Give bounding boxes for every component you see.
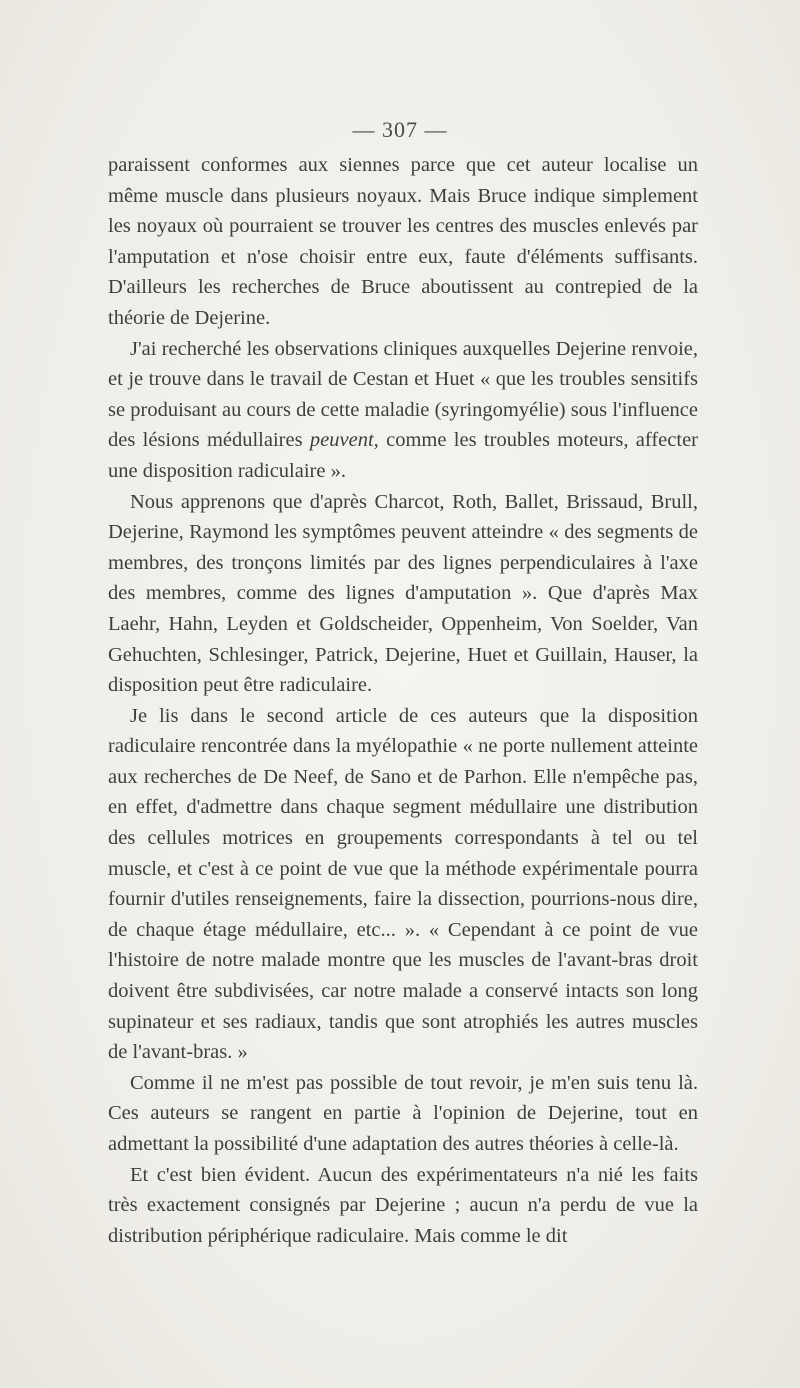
paragraph-6 [108,1160,698,1252]
paragraph-3-text: Nous apprenons que d'après Charcot, Roth, Ballet, Brissaud, Brull, Dejerine, Raymond les symptômes peuvent atteindre « des segments de membres, des tronçons limités par des lignes perpendiculaires à l'axe des membres, comme des lignes d'amputation ». Que d'après Max Laehr, Hahn, Leyden et Goldscheider, Oppenheim, Von Soelder, Van Gehuchten, Schlesinger, Patrick, Dejerine, Huet et Guillain, Hauser, la disposition peut être radiculaire. [108,490,698,697]
page-number: — 307 — [352,117,448,142]
paragraph-2-text-b: comme les troubles moteurs, affecter une disposition radiculaire ». [108,429,699,482]
paragraph-5-text: Comme il ne m'est pas possible de tout revoir, je m'en suis tenu là. Ces auteurs se rangent en partie à l'opinion de Dejerine, tout en admettant la possibilité d'une adaptation des autres théories à celle-là. [108,1071,698,1155]
paragraph-4 [108,701,698,1068]
paragraph-2-text-a: J'ai recherché les observations cliniques auxquelles Dejerine renvoie, et je trouve dans le travail de Cestan et Huet « que les troubles sensitifs se produisant au cours de cette maladie (syringomyélie) sous l'influence des lésions médullaires [108,337,698,452]
paragraph-1-text: paraissent conformes aux siennes parce que cet auteur localise un même muscle dans plusieurs noyaux. Mais Bruce indique simplement les noyaux où pourraient se trouver les centres des muscles enlevés par l'amputation et n'ose choisir entre eux, faute d'éléments suffisants. D'ailleurs les recherches de Bruce aboutissent au contrepied de la théorie de Dejerine. [108,154,698,329]
paragraph-6-text: Et c'est bien évident. Aucun des expérimentateurs n'a nié les faits très exactement consignés par Dejerine ; aucun n'a perdu de vue la distribution périphérique radiculaire. Mais comme le dit [108,1163,698,1247]
paragraph-5 [108,1068,698,1160]
paragraph-2 [108,334,698,487]
paragraph-1 [108,150,698,334]
paragraph-2-italic-word: peuvent, [309,429,379,452]
body-text [108,150,698,1251]
paragraph-3 [108,487,698,701]
paragraph-4-text: Je lis dans le second article de ces auteurs que la disposition radiculaire rencontrée dans la myélopathie « ne porte nullement atteinte aux recherches de De Neef, de Sano et de Parhon. Elle n'empêche pas, en effet, d'admettre dans chaque segment médullaire une distribution des cellules motrices en groupements correspondants à tel ou tel muscle, et c'est à ce point de vue que la méthode expérimentale pourra fournir d'utiles renseignements, faire la dissection, pourrions-nous dire, de chaque étage médullaire, etc... ». « Cependant à ce point de vue l'histoire de notre malade montre que les muscles de l'avant-bras droit doivent être subdivisées, car notre malade a conservé intacts son long supinateur et ses radiaux, tandis que sont atrophiés les autres muscles de l'avant-bras. » [108,704,698,1064]
